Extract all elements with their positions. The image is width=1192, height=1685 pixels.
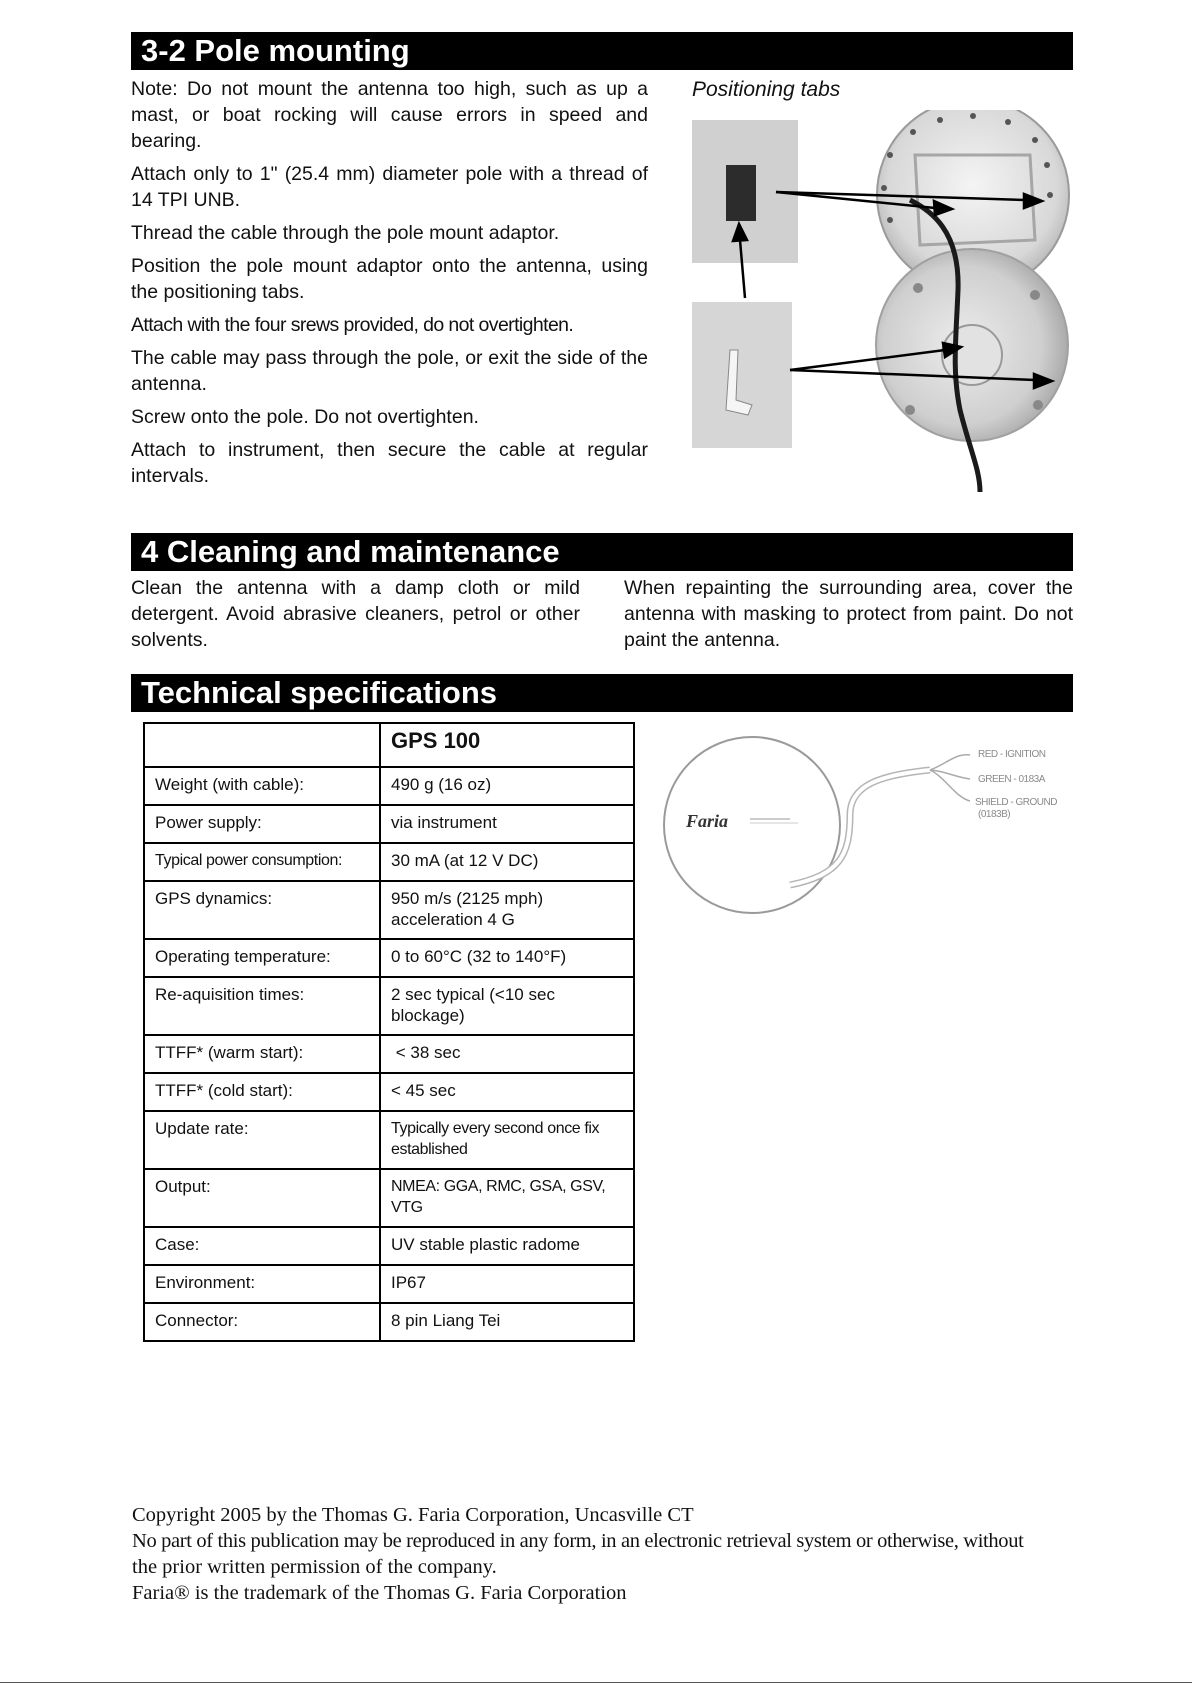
cleaning-text-left: Clean the antenna with a damp cloth or mild detergent. Avoid abrasive cleaners, petrol or other solvents.: [131, 577, 580, 651]
spec-label: GPS dynamics:: [144, 881, 380, 939]
spec-value: NMEA: GGA, RMC, GSA, GSV, VTG: [380, 1169, 634, 1227]
spec-label: Operating temperature:: [144, 939, 380, 977]
table-row: [144, 977, 634, 1035]
paragraph: The cable may pass through the pole, or exit the side of the antenna.: [131, 347, 648, 395]
spec-value: 8 pin Liang Tei: [380, 1303, 634, 1341]
spec-value: Typically every second once fix established: [380, 1111, 634, 1169]
table-row: [144, 1169, 634, 1227]
table-row: [144, 1073, 634, 1111]
paragraph: Attach only to 1" (25.4 mm) diameter pole with a thread of 14 TPI UNB.: [131, 163, 648, 211]
spec-value: 950 m/s (2125 mph) acceleration 4 G: [380, 881, 634, 939]
spec-label: TTFF* (cold start):: [144, 1073, 380, 1111]
copyright-line: No part of this publication may be reproduced in any form, in an electronic retrieval system or otherwise, without: [132, 1530, 1024, 1552]
spec-value: 0 to 60°C (32 to 140°F): [380, 939, 634, 977]
spec-value: 30 mA (at 12 V DC): [380, 843, 634, 881]
paragraph: Attach with the four srews provided, do not overtighten.: [131, 314, 574, 336]
table-row: [144, 843, 634, 881]
table-row: [144, 1035, 634, 1073]
paragraph: Attach to instrument, then secure the cable at regular intervals.: [131, 439, 648, 487]
spec-label: Re-aquisition times:: [144, 977, 380, 1035]
table-row: [144, 1303, 634, 1341]
spec-label: Typical power consumption:: [144, 843, 380, 881]
wire-label: GREEN - 0183A: [978, 774, 1045, 785]
wire-red: [930, 755, 970, 770]
spec-label: Weight (with cable):: [144, 767, 380, 805]
page-bottom-rule: [0, 1682, 1192, 1683]
pole-mounting-instructions: [131, 76, 648, 496]
section-heading-pole-mounting: 3-2 Pole mounting: [131, 32, 1073, 70]
antenna-brand-logo: Faria: [686, 811, 729, 831]
tab-closeup-bottom: [692, 302, 792, 448]
copyright-line: the prior written permission of the company.: [132, 1556, 497, 1578]
spec-value: < 45 sec: [380, 1073, 634, 1111]
spec-value: < 38 sec: [380, 1035, 634, 1073]
table-row: [144, 1111, 634, 1169]
spec-label: Power supply:: [144, 805, 380, 843]
positioning-tabs-caption: Positioning tabs: [692, 78, 841, 101]
table-row: [144, 805, 634, 843]
table-row: [144, 767, 634, 805]
copyright-line: Copyright 2005 by the Thomas G. Faria Corporation, Uncasville CT: [132, 1504, 694, 1526]
table-header-row: [144, 723, 634, 767]
spec-label: Case:: [144, 1227, 380, 1265]
model-name: GPS 100: [380, 723, 634, 767]
spec-value: 490 g (16 oz): [380, 767, 634, 805]
wire-label: (0183B): [978, 809, 1011, 820]
paragraph: Screw onto the pole. Do not overtighten.: [131, 406, 479, 428]
copyright-line: Faria® is the trademark of the Thomas G. Faria Corporation: [132, 1582, 627, 1604]
spec-value: 2 sec typical (<10 sec blockage): [380, 977, 634, 1035]
spec-label: Connector:: [144, 1303, 380, 1341]
wire-label: RED - IGNITION: [978, 749, 1046, 760]
spec-label: TTFF* (warm start):: [144, 1035, 380, 1073]
paragraph: Position the pole mount adaptor onto the antenna, using the positioning tabs.: [131, 255, 648, 303]
spec-value: IP67: [380, 1265, 634, 1303]
paragraph: Note: Do not mount the antenna too high, such as up a mast, or boat rocking will cause errors in speed and bearing.: [131, 78, 648, 152]
cleaning-text-right: When repainting the surrounding area, cover the antenna with masking to protect from paint. Do not paint the antenna.: [624, 577, 1073, 651]
copyright-notice: [132, 1502, 1082, 1606]
paragraph: Thread the cable through the pole mount adaptor.: [131, 222, 560, 244]
table-row: [144, 1227, 634, 1265]
header-label-cell: [144, 723, 380, 767]
pole-mount-photo: [690, 110, 1080, 492]
table-row: [144, 939, 634, 977]
spec-label: Output:: [144, 1169, 380, 1227]
spec-label: Environment:: [144, 1265, 380, 1303]
spec-value: via instrument: [380, 805, 634, 843]
section-heading-cleaning: 4 Cleaning and maintenance: [131, 533, 1073, 571]
spec-label: Update rate:: [144, 1111, 380, 1169]
spec-value: UV stable plastic radome: [380, 1227, 634, 1265]
table-row: [144, 881, 634, 939]
section-heading-specifications: Technical specifications: [131, 674, 1073, 712]
antenna-wiring-diagram: [650, 735, 1075, 945]
specifications-table: [143, 722, 635, 1342]
table-row: [144, 1265, 634, 1303]
wire-label: SHIELD - GROUND: [975, 797, 1057, 808]
